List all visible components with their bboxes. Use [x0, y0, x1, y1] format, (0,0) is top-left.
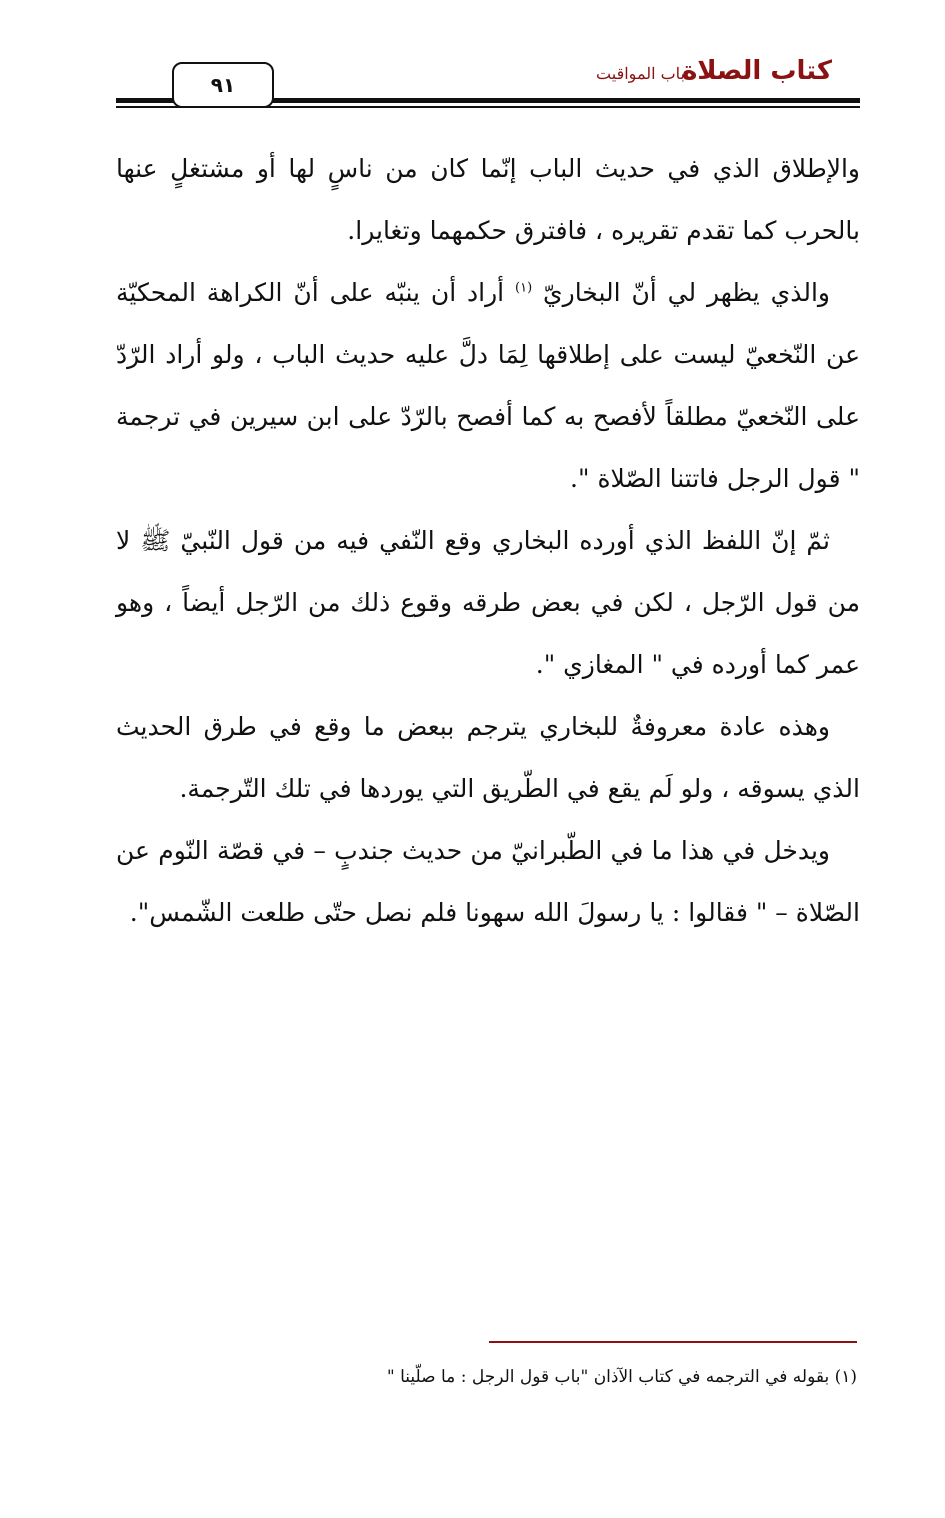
paragraph-text: والذي يظهر لي أنّ البخاريّ: [543, 278, 830, 307]
book-title: كتاب الصلاة: [681, 56, 832, 86]
footnote-reference[interactable]: (١): [515, 280, 533, 296]
page-header: [116, 52, 860, 97]
paragraph: [116, 262, 860, 510]
body-text: [116, 138, 860, 944]
page-number: ٩١: [172, 62, 274, 108]
paragraph: والإطلاق الذي في حديث الباب إنّما كان من ناسٍ لها أو مشتغلٍ عنها بالحرب كما تقدم تقريره ، فافترق حكمهما وتغايرا.: [116, 154, 860, 245]
footnote: (١) بقوله في الترجمه في كتاب الآذان "باب قول الرجل : ما صلّينا ": [386, 1367, 857, 1387]
paragraph: ويدخل في هذا ما في الطّبرانيّ من حديث جندبٍ – في قصّة النّوم عن الصّلاة – " فقالوا : يا رسولَ الله سهونا فلم نصل حتّى طلعت الشّمس".: [116, 836, 860, 927]
chapter-title: باب المواقيت: [596, 64, 685, 83]
paragraph: وهذه عادة معروفةٌ للبخاري يترجم ببعض ما وقع في طرق الحديث الذي يسوقه ، ولو لَم يقع في الطّريق التي يوردها في تلك التّرجمة.: [116, 712, 860, 803]
paragraph: ثمّ إنّ اللفظ الذي أورده البخاري وقع النّفي فيه من قول النّبيّ ﷺ لا من قول الرّجل ، لكن في بعض طرقه وقوع ذلك من الرّجل أيضاً ، وهو عمر كما أورده في " المغازي ".: [116, 526, 860, 679]
paragraph-text: أراد أن ينبّه على أنّ الكراهة المحكيّة عن النّخعيّ ليست على إطلاقها لِمَا دلَّ عليه حديث الباب ، ولو أراد الرّدّ على النّخعيّ مطلقاً لأفصح به كما أفصح بالرّدّ على ابن سيرين في ترجمة " قول الرجل فاتتنا الصّلاة ".: [116, 278, 860, 493]
footnote-separator: [489, 1341, 857, 1343]
